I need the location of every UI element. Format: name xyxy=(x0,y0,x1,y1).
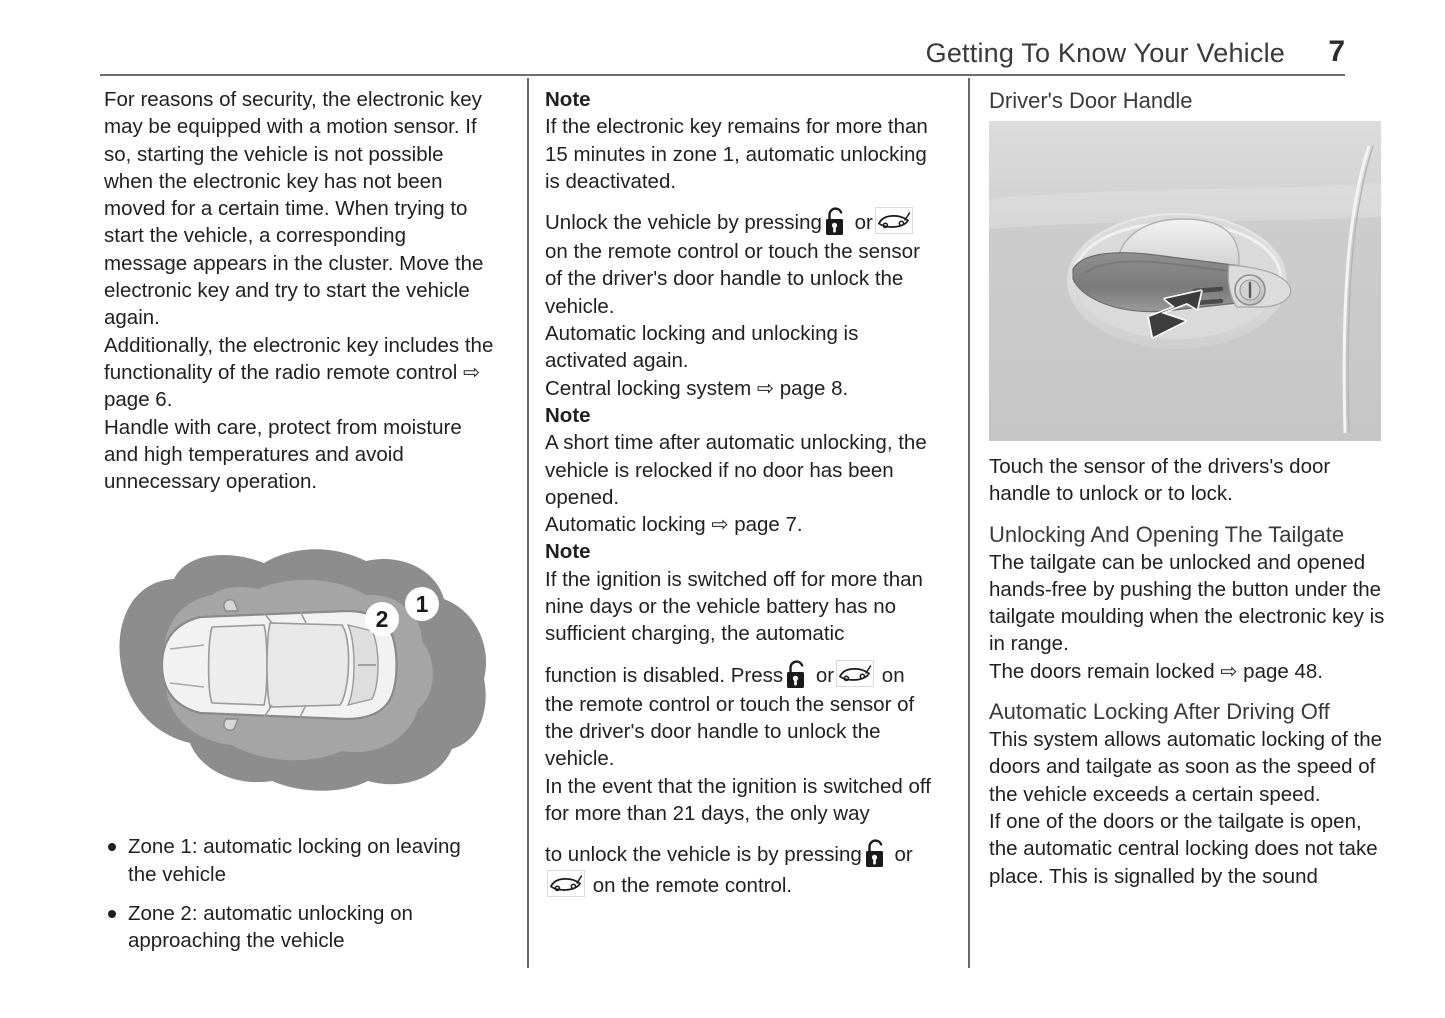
zone-callout-1 xyxy=(405,587,439,621)
note-3-body-with-icons xyxy=(545,660,935,773)
21-days-text-c: on the remote control. xyxy=(592,874,793,898)
header-rule xyxy=(100,74,1345,76)
list-item xyxy=(104,833,494,888)
tailgate-open-icon xyxy=(836,660,874,687)
unlock-padlock-icon xyxy=(785,660,808,691)
paragraph-radio-remote: Additionally, the electronic key includes the functionality of the radio remote control ⇨ page 6. xyxy=(104,333,494,412)
21-days-or-text: or xyxy=(894,843,913,867)
paragraph-motion-sensor: For reasons of security, the electronic key may be equipped with a motion sensor. If so, starting the vehicle is not possible when the electronic key has not been moved for a certain time. When trying to start the vehicle, a corresponding message appears in the cluster. Move the electronic key and try to start the vehicle again. xyxy=(104,88,484,330)
column-divider-2 xyxy=(968,78,970,968)
paragraph-tailgate: The tailgate can be unlocked and opened hands-free by pushing the button under the tailgate moulding when the electronic key is in range. xyxy=(989,550,1385,656)
paragraph-auto-locking-2: If one of the doors or the tailgate is open, the automatic central locking does not take place. This is signalled by the sound xyxy=(989,809,1378,888)
unlock-text-a: Unlock the vehicle by pressing xyxy=(545,211,822,235)
lock-cylinder xyxy=(1235,275,1265,305)
page-number: 7 xyxy=(1328,35,1345,68)
paragraph-21-days-with-icons xyxy=(545,839,935,899)
zone-2-label: Zone 2: automatic unlocking on approaching the vehicle xyxy=(128,902,413,953)
car-top-view xyxy=(162,600,397,731)
press-text: function is disabled. Press xyxy=(545,663,784,687)
unlock-or-text: or xyxy=(854,211,873,235)
zone-diagram xyxy=(104,519,490,807)
svg-text:1: 1 xyxy=(415,591,429,618)
note-heading: Note xyxy=(545,403,591,427)
page-header xyxy=(100,35,1345,76)
paragraph-handle-with-care: Handle with care, protect from moisture and high temperatures and avoid unnecessary operation. xyxy=(104,415,462,494)
bullet-dot xyxy=(108,843,116,851)
heading-automatic-locking: Automatic Locking After Driving Off xyxy=(989,699,1330,725)
note-heading: Note xyxy=(545,88,591,111)
unlock-padlock-icon xyxy=(824,207,847,238)
note-heading: Note xyxy=(545,540,591,564)
unlock-padlock-icon xyxy=(864,839,887,870)
column-divider-1 xyxy=(527,78,529,968)
drivers-door-handle-photo xyxy=(989,121,1381,441)
paragraph-reactivated: Automatic locking and unlocking is activated again. xyxy=(545,322,859,373)
zone-legend-list xyxy=(104,833,494,954)
paragraph-auto-locking-1: This system allows automatic locking of the doors and tailgate as soon as the speed of the vehicle exceeds a certain speed. xyxy=(989,728,1383,806)
heading-unlocking-tailgate: Unlocking And Opening The Tailgate xyxy=(989,521,1345,547)
note-3-text-c: on the remote control or touch the sensor of the driver's door handle to unlock the vehicle. xyxy=(545,663,915,771)
column-2 xyxy=(545,86,935,899)
tailgate-open-icon xyxy=(547,870,585,897)
crossref-automatic-locking: Automatic locking ⇨ page 7. xyxy=(545,513,803,537)
paragraph-21-days-a: In the event that the ignition is switched off for more than 21 days, the only way xyxy=(545,774,931,825)
note-3-body-a: If the ignition is switched off for more than nine days or the vehicle battery has no sufficient charging, the automatic xyxy=(545,567,923,646)
column-3 xyxy=(989,86,1393,890)
column-1 xyxy=(104,86,494,955)
tailgate-open-icon xyxy=(875,207,913,234)
note-2-body: A short time after automatic unlocking, the vehicle is relocked if no door has been opened. xyxy=(545,431,927,509)
zone-1-label: Zone 1: automatic locking on leaving the vehicle xyxy=(128,835,461,886)
paragraph-unlock-instruction xyxy=(545,207,935,320)
pressing-text: to unlock the vehicle is by pressing xyxy=(545,843,862,867)
unlock-text-b: on the remote control or touch the sensor of the driver's door handle to unlock the vehicle. xyxy=(545,240,920,318)
paragraph-touch-sensor: Touch the sensor of the drivers's door handle to unlock or to lock. xyxy=(989,455,1331,506)
heading-drivers-door-handle: Driver's Door Handle xyxy=(989,88,1193,113)
list-item xyxy=(104,900,494,955)
crossref-central-locking: Central locking system ⇨ page 8. xyxy=(545,376,849,400)
note-1-body: If the electronic key remains for more than 15 minutes in zone 1, automatic unlocking is deactivated. xyxy=(545,115,928,193)
note-3-or-text: or xyxy=(815,663,835,687)
zone-callout-2 xyxy=(365,602,399,636)
svg-text:2: 2 xyxy=(375,606,389,633)
page-title: Getting To Know Your Vehicle xyxy=(925,38,1285,68)
crossref-doors-remain-locked: The doors remain locked ⇨ page 48. xyxy=(989,659,1323,683)
bullet-dot xyxy=(108,910,116,918)
